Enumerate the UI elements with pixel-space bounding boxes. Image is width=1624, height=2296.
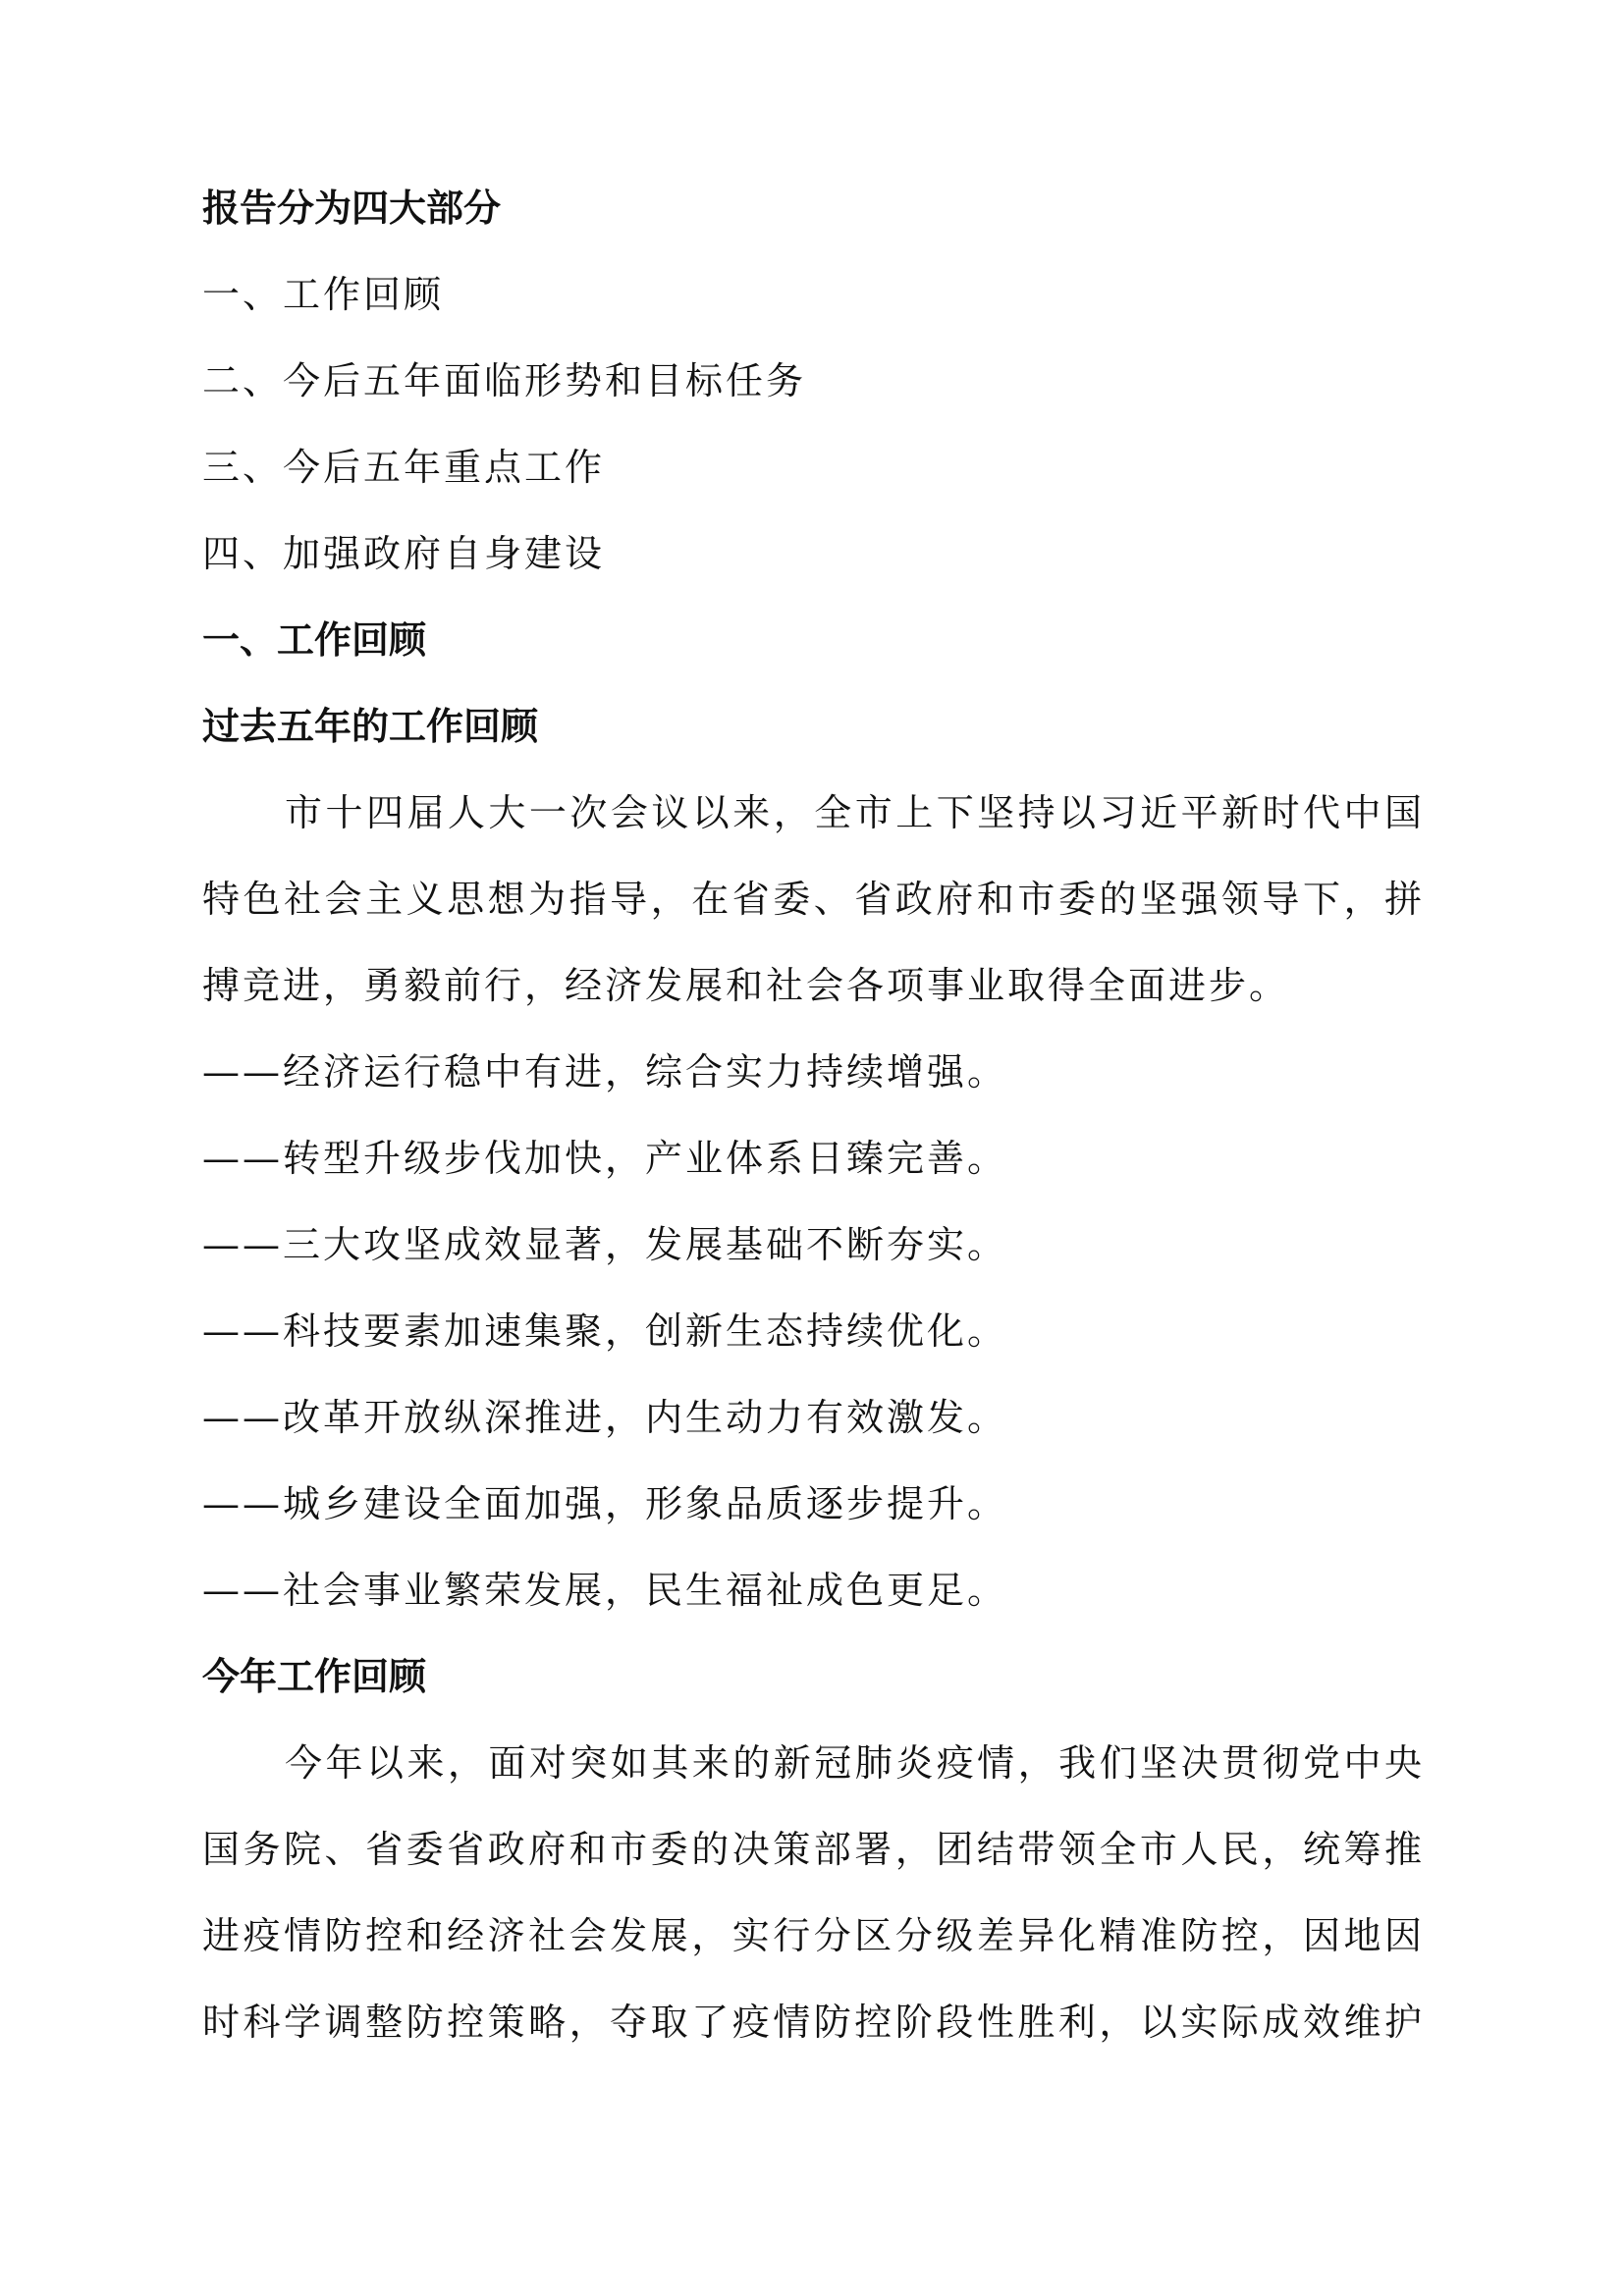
past-five-years-heading: 过去五年的工作回顾 — [202, 704, 539, 748]
outline-item-2: 二、今后五年面临形势和目标任务 — [202, 359, 807, 402]
achievement-item-1: ——经济运行稳中有进，综合实力持续增强。 — [202, 1050, 1008, 1094]
past-paragraph-line-2: 特色社会主义思想为指导，在省委、省政府和市委的坚强领导下，拼 — [202, 878, 1425, 921]
past-paragraph-line-1: 市十四届人大一次会议以来，全市上下坚持以习近平新时代中国 — [285, 791, 1425, 834]
past-paragraph-line-3: 搏竞进，勇毅前行，经济发展和社会各项事业取得全面进步。 — [202, 964, 1290, 1007]
achievement-item-7: ——社会事业繁荣发展，民生福祉成色更足。 — [202, 1569, 1008, 1612]
achievement-item-6: ——城乡建设全面加强，形象品质逐步提升。 — [202, 1482, 1008, 1525]
achievement-item-3: ——三大攻坚成效显著，发展基础不断夯实。 — [202, 1223, 1008, 1266]
year-paragraph-line-2: 国务院、省委省政府和市委的决策部署，团结带领全市人民，统筹推 — [202, 1828, 1425, 1871]
year-paragraph-line-3: 进疫情防控和经济社会发展，实行分区分级差异化精准防控，因地因 — [202, 1914, 1425, 1957]
year-paragraph-line-1: 今年以来，面对突如其来的新冠肺炎疫情，我们坚决贯彻党中央 — [285, 1741, 1425, 1785]
overview-heading: 报告分为四大部分 — [202, 186, 502, 230]
this-year-heading: 今年工作回顾 — [202, 1654, 427, 1698]
achievement-item-5: ——改革开放纵深推进，内生动力有效激发。 — [202, 1396, 1008, 1439]
year-paragraph-line-4: 时科学调整防控策略，夺取了疫情防控阶段性胜利，以实际成效维护 — [202, 2001, 1425, 2044]
section-heading: 一、工作回顾 — [202, 617, 427, 662]
outline-item-4: 四、加强政府自身建设 — [202, 532, 606, 575]
outline-item-3: 三、今后五年重点工作 — [202, 446, 606, 489]
outline-item-1: 一、工作回顾 — [202, 273, 445, 316]
achievement-item-2: ——转型升级步伐加快，产业体系日臻完善。 — [202, 1137, 1008, 1180]
achievement-item-4: ——科技要素加速集聚，创新生态持续优化。 — [202, 1309, 1008, 1353]
